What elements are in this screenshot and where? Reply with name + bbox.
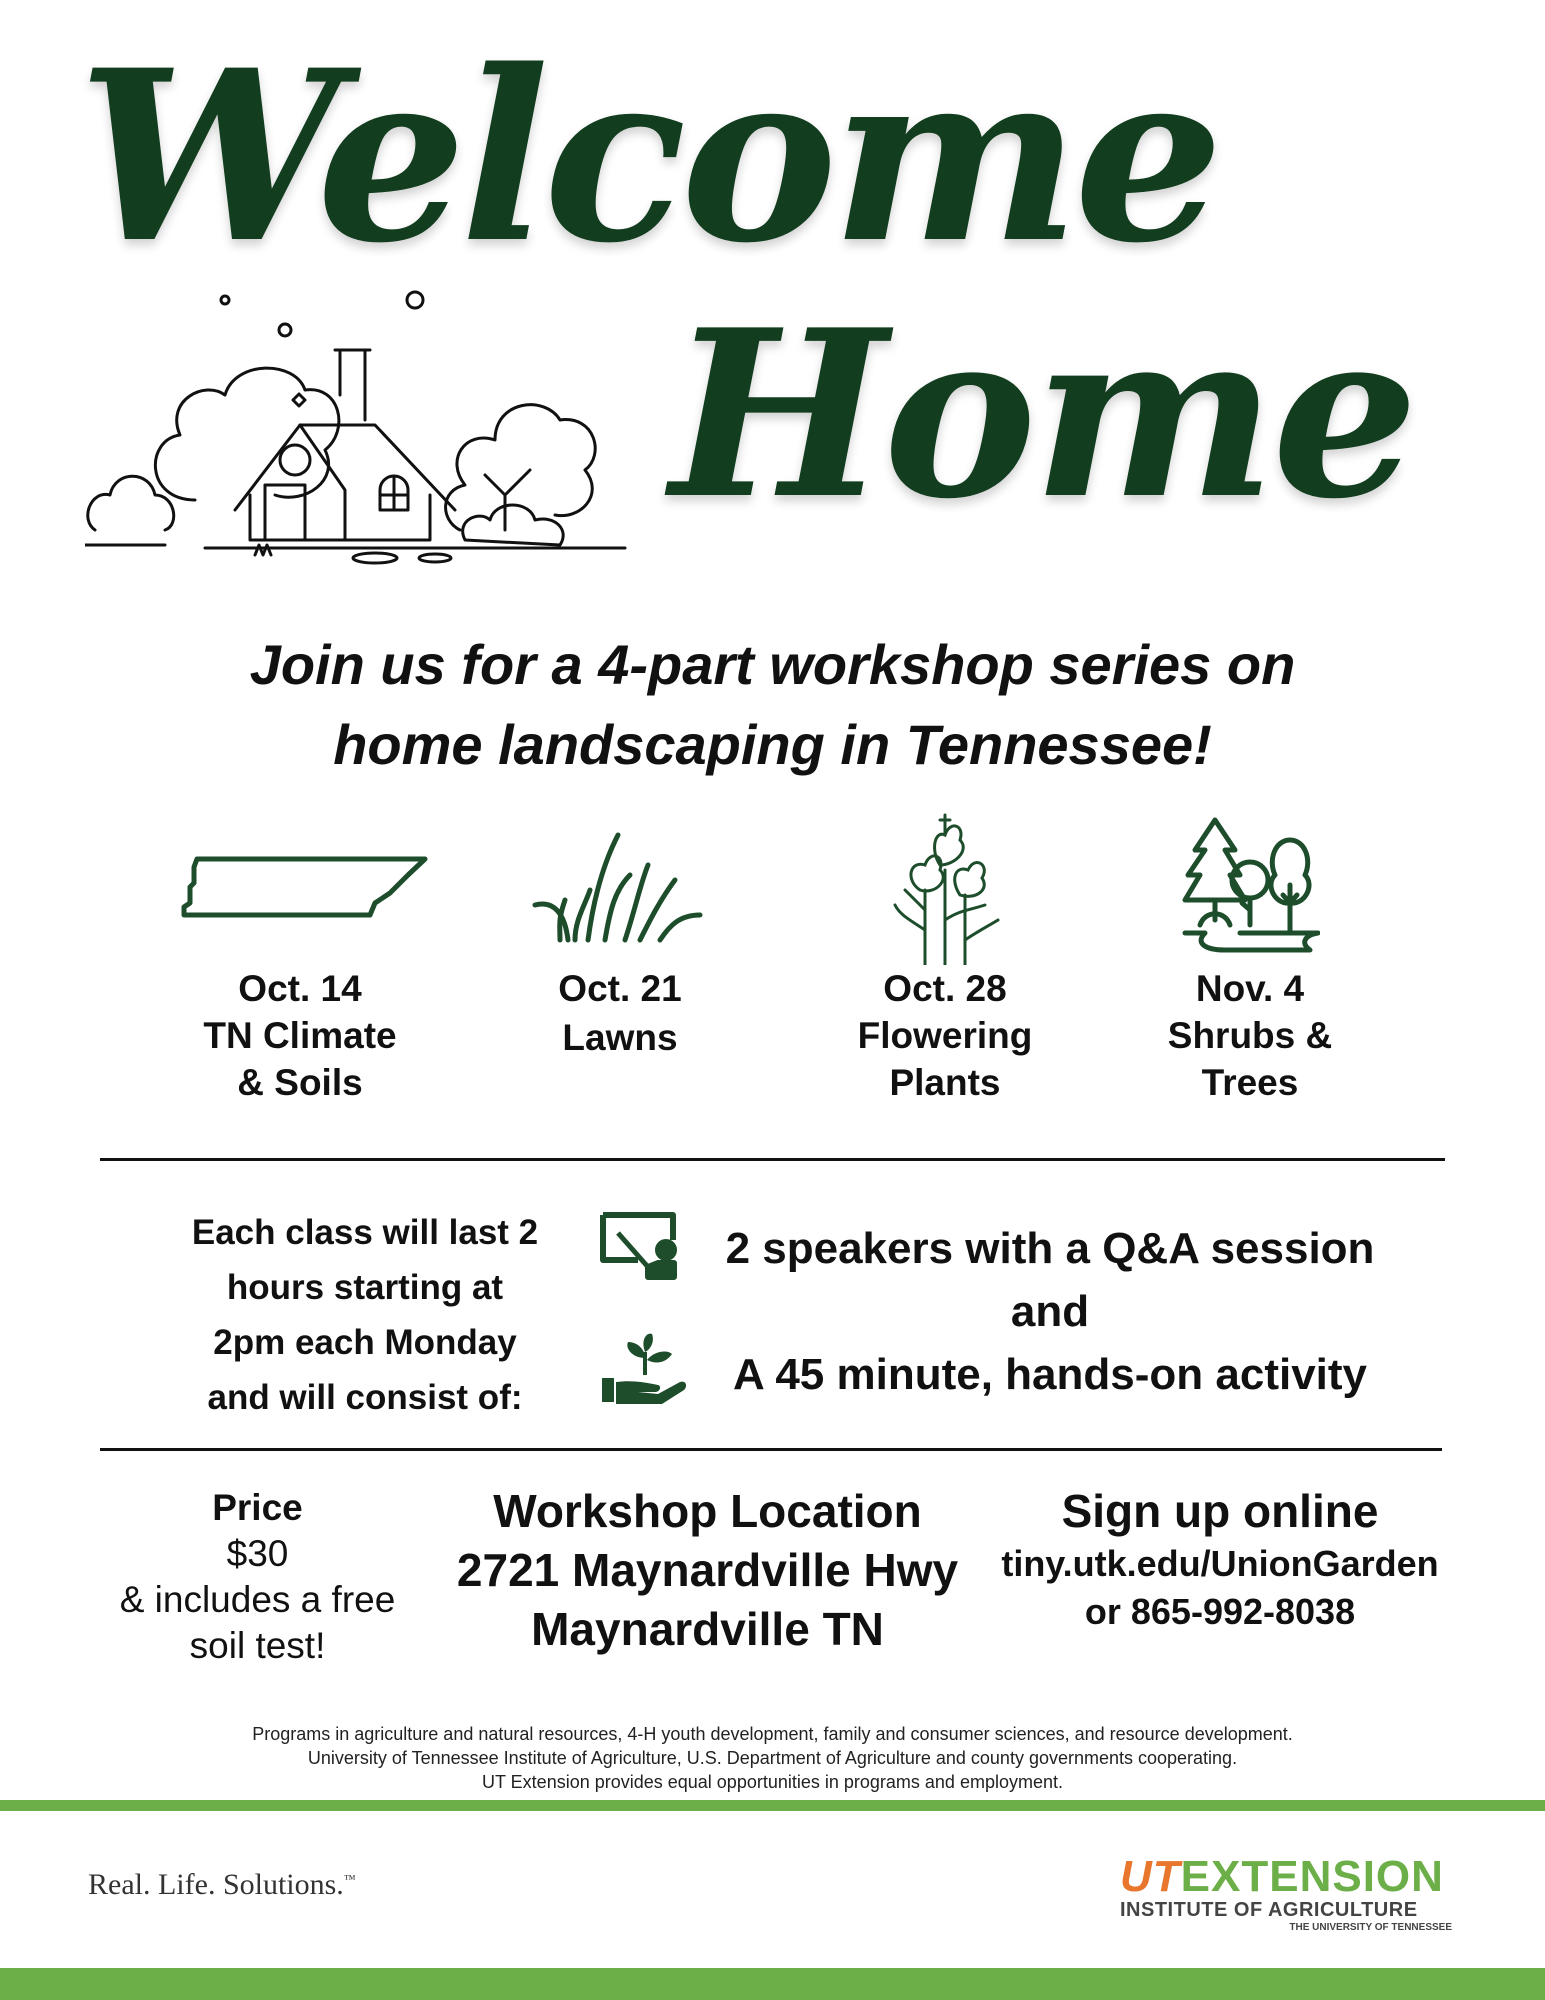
logo-institute: INSTITUTE OF AGRICULTURE <box>1120 1899 1418 1921</box>
topic-title-line: Flowering <box>857 1015 1033 1056</box>
location-city: Maynardville TN <box>531 1603 884 1655</box>
presentation-icon <box>598 1205 683 1283</box>
topic-date: Oct. 14 <box>238 968 362 1009</box>
feature-and: and <box>1010 1287 1090 1336</box>
price-amount: $30 <box>226 1533 289 1574</box>
topic-shrubs-trees <box>1115 965 1385 1106</box>
disclaimer-line: University of Tennessee Institute of Agriculture, U.S. Department of Agriculture and county governments cooperating. <box>307 1748 1238 1768</box>
location-address: 2721 Maynardville Hwy <box>456 1544 959 1596</box>
topic-title-line: Shrubs & <box>1167 1015 1333 1056</box>
signup-block <box>975 1482 1465 1636</box>
feature-speakers: 2 speakers with a Q&A session <box>725 1224 1375 1273</box>
divider <box>100 1448 1442 1451</box>
flowers-icon <box>890 810 1000 965</box>
topic-date: Oct. 28 <box>883 968 1007 1009</box>
divider <box>100 1158 1445 1161</box>
topic-flowering-plants <box>810 965 1080 1106</box>
logo-university: THE UNIVERSITY OF TENNESSEE <box>1289 1922 1452 1933</box>
signup-label: Sign up online <box>1061 1485 1379 1537</box>
title-welcome: Welcome <box>78 19 1218 295</box>
logo-ut: UT <box>1120 1852 1181 1901</box>
location-block <box>420 1482 995 1659</box>
disclaimer <box>0 1722 1545 1794</box>
class-info-line: 2pm each Monday <box>213 1323 517 1362</box>
subtitle-line-2: home landscaping in Tennessee! <box>333 713 1212 776</box>
logo-extension: EXTENSION <box>1180 1852 1444 1901</box>
tagline-text: Real. Life. Solutions. <box>88 1868 344 1901</box>
ut-extension-logo <box>1120 1852 1460 1935</box>
price-label: Price <box>212 1487 303 1528</box>
class-info <box>170 1205 560 1425</box>
disclaimer-line: Programs in agriculture and natural resources, 4-H youth development, family and consumer sciences, and resource development. <box>252 1724 1293 1744</box>
topic-lawns <box>485 965 755 1061</box>
feature-activity: A 45 minute, hands-on activity <box>732 1350 1368 1399</box>
disclaimer-line: UT Extension provides equal opportunities in programs and employment. <box>482 1772 1063 1792</box>
tagline <box>88 1868 356 1902</box>
signup-url[interactable]: tiny.utk.edu/UnionGarden <box>1001 1543 1439 1584</box>
price-note: & includes a free <box>119 1579 396 1620</box>
trees-icon <box>1180 815 1320 955</box>
trademark: ™ <box>343 1872 356 1886</box>
topic-title-line: Lawns <box>562 1017 678 1058</box>
class-info-line: Each class will last 2 <box>191 1213 539 1252</box>
seedling-hand-icon <box>600 1330 690 1410</box>
price-block <box>100 1485 415 1669</box>
topic-title-line: TN Climate <box>203 1015 397 1056</box>
footer-bottom-bar <box>0 1968 1545 2000</box>
house-illustration <box>85 290 645 570</box>
topic-date: Oct. 21 <box>558 968 682 1009</box>
topic-title-line: Plants <box>889 1062 1001 1103</box>
tennessee-map-icon <box>180 855 430 920</box>
topic-climate-soils <box>160 965 440 1106</box>
subtitle-line-1: Join us for a 4-part workshop series on <box>249 633 1296 696</box>
signup-phone: or 865-992-8038 <box>1084 1591 1356 1632</box>
location-label: Workshop Location <box>493 1485 922 1537</box>
footer-top-bar <box>0 1800 1545 1811</box>
class-info-line: hours starting at <box>226 1268 504 1307</box>
price-note: soil test! <box>189 1625 326 1666</box>
topic-date: Nov. 4 <box>1195 968 1305 1009</box>
topic-title-line: & Soils <box>237 1062 363 1103</box>
title-home: Home <box>670 280 1415 550</box>
topic-title-line: Trees <box>1201 1062 1299 1103</box>
grass-icon <box>530 830 705 945</box>
class-info-line: and will consist of: <box>207 1378 523 1417</box>
